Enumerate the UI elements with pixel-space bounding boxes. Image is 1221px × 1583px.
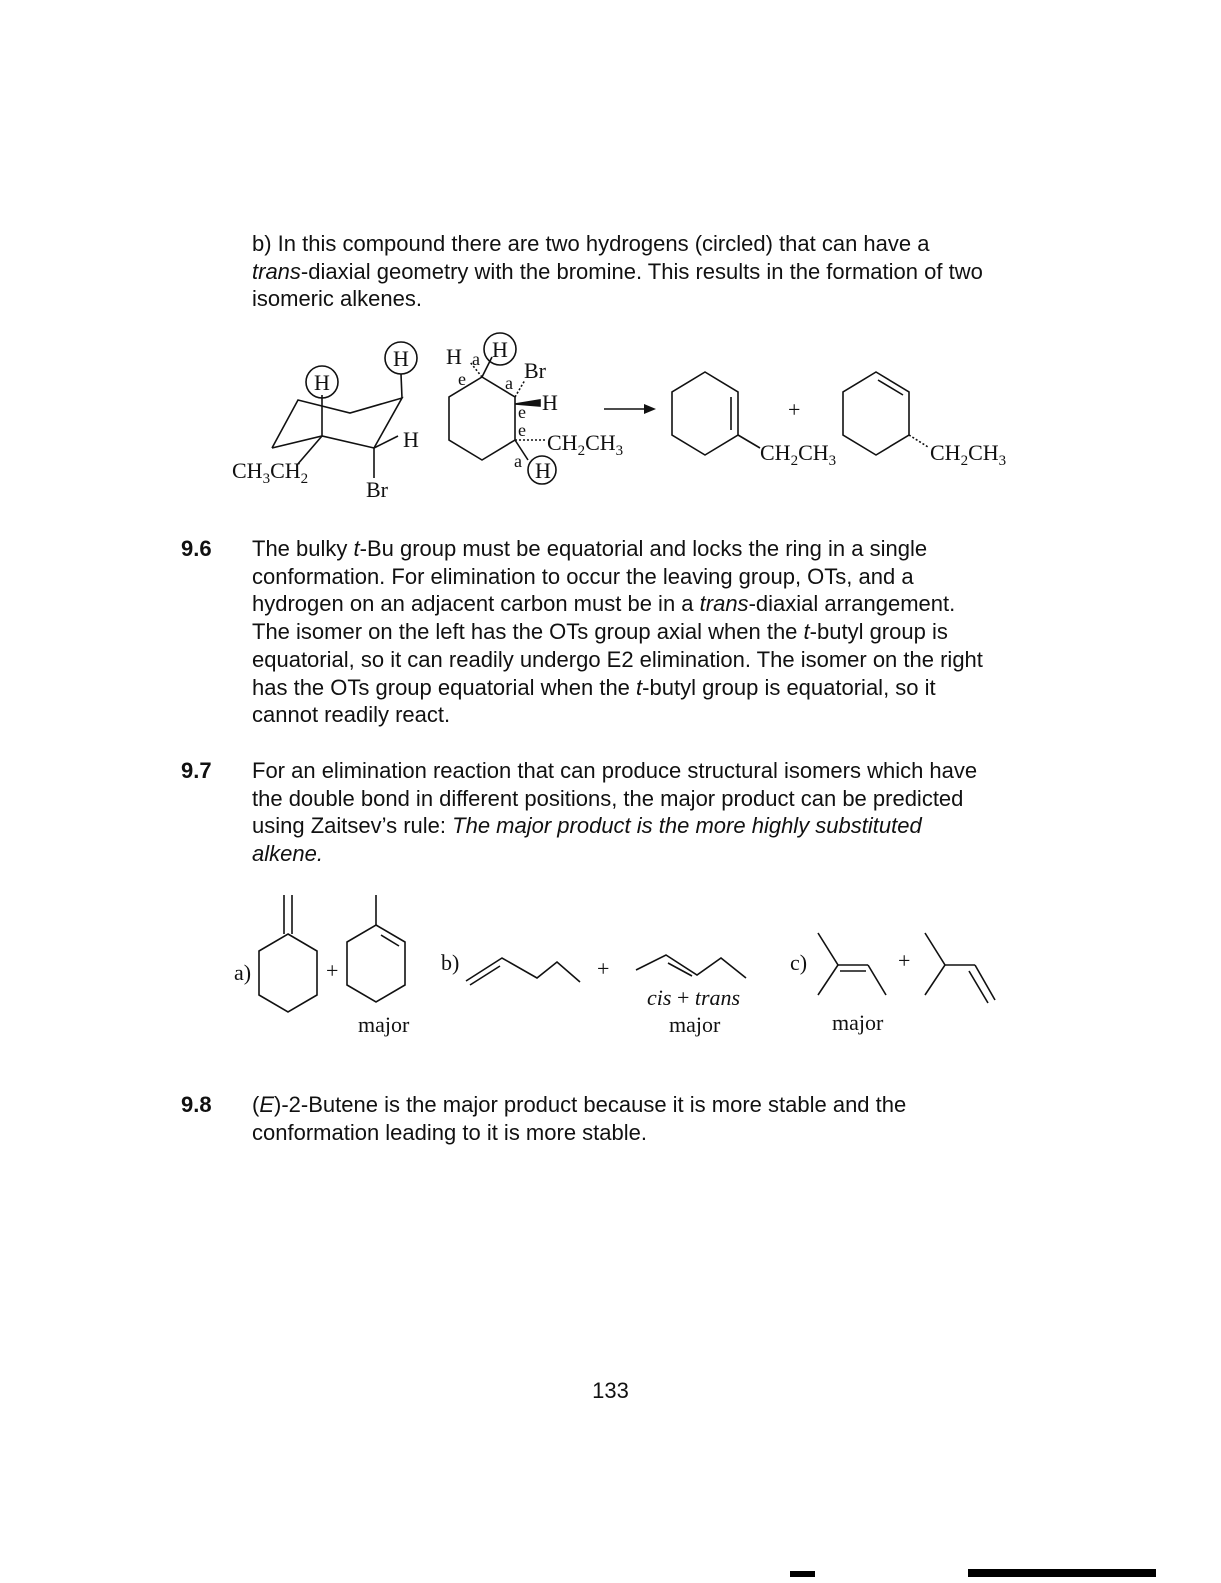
fig1-ethyl-product-2: $CH_2CH_3$ [930,440,1007,469]
fig2-label-c: c) [790,950,808,975]
q96-line7: cannot readily react. [252,702,451,728]
2-methyl-2-pentene-chain [818,933,838,995]
q96-line1-italic: t [353,536,360,561]
q98-line1a: ( [252,1092,260,1117]
q97-line3-italic: The major product is the more highly substituted [452,813,922,839]
1-pentene-chain [466,958,580,982]
part-b-paragraph [252,230,1052,313]
fig1-h-plain-2: H [446,344,462,369]
q96-line3a: hydrogen on an adjacent carbon must be in a [252,591,700,617]
fig1-h-plain-1: H [403,427,419,452]
fig2-plus-c: + [898,948,911,973]
fig1-axial-2: a [505,373,513,393]
chair-ring [272,398,402,448]
question-9-7-text [252,757,1052,868]
q96-line5: equatorial, so it can readily undergo E2 elimination. The isomer on the right [252,646,983,672]
page-number: 133 [592,1378,629,1403]
scan-mark-long [968,1569,1156,1577]
fig1-axial-3: a [514,451,522,471]
q96-line4b: -butyl group is [809,619,948,645]
fig2-major-c: major [832,1010,884,1035]
product-1-ring [672,372,738,455]
methylenecyclohexane-ring [259,934,317,1012]
fig2-label-b: b) [441,950,460,975]
question-9-6-number: 9.6 [181,536,212,561]
product-2-ring [843,372,909,455]
fig2-cis-trans-plus: + [676,985,690,1010]
4-methyl-1-pentene-chain [925,933,945,995]
fig1-equatorial-3: e [518,420,526,440]
question-9-6-text [252,535,1052,729]
q96-line6b: -butyl group is equatorial, so it [642,674,936,700]
q96-line4-italic: t [803,619,810,645]
fig2-label-a: a) [234,960,252,985]
fig1-br-1: Br [366,477,388,502]
question-9-8-text [252,1091,1052,1146]
q98-line1b: )-2-Butene is the major product because it is more stable and the [274,1092,907,1117]
methylcyclohexene-ring [347,925,405,1002]
fig1-axial-1: a [472,349,480,369]
scan-mark-short [790,1571,815,1577]
q97-line4-italic: alkene. [252,841,323,867]
q96-line3-italic: trans [699,591,749,617]
figure-zaitsev-products [0,880,1221,1050]
fig1-h-plain-3: H [542,390,558,415]
fig1-h-circle-3: H [492,337,508,362]
fig2-major-b: major [669,1012,721,1037]
reaction-arrow-head [644,404,656,414]
fig1-equatorial-2: e [518,402,526,422]
q98-line1-italic: E [259,1092,275,1117]
part-b-line3: isomeric alkenes. [252,286,422,312]
fig2-major-a: major [358,1012,410,1037]
question-9-8-number: 9.8 [181,1092,212,1117]
part-b-italic-trans: trans [252,258,301,284]
part-b-line2: -diaxial geometry with the bromine. This results in the formation of two [300,258,983,284]
fig1-ethyl-left: $CH_3CH_2$ [232,458,309,487]
fig2-cis: cis [647,985,672,1010]
q96-line6-italic: t [636,674,643,700]
fig2-plus-a: + [326,958,339,983]
fig1-h-circle-1: H [314,370,330,395]
q97-line2: the double bond in different positions, the major product can be predicted [252,785,964,811]
fig1-br-2: Br [524,358,546,383]
part-b-line1: b) In this compound there are two hydrogens (circled) that can have a [252,231,930,256]
q97-line1: For an elimination reaction that can produce structural isomers which have [252,758,978,783]
q96-line2: conformation. For elimination to occur the leaving group, OTs, and a [252,563,914,589]
fig1-ethyl-product-1: $CH_2CH_3$ [760,440,837,469]
question-9-7-number: 9.7 [181,758,212,783]
fig1-h-circle-2: H [393,346,409,371]
q96-line1a: The bulky [252,536,354,561]
fig2-cis-trans [647,985,740,1010]
q97-line3a: using Zaitsev’s rule: [252,813,453,839]
q96-line3b: -diaxial arrangement. [748,591,956,617]
fig1-equatorial-1: e [458,369,466,389]
fig2-plus-b: + [597,956,610,981]
q96-line1b: -Bu group must be equatorial and locks the ring in a single [359,536,928,561]
figure-elimination-chair [0,320,1221,510]
fig1-ethyl-ring: $CH_2CH_3$ [547,430,624,459]
q96-line4a: The isomer on the left has the OTs group axial when the [252,619,804,645]
q96-line6a: has the OTs group equatorial when the [252,674,637,700]
fig2-trans: trans [694,985,741,1010]
q98-line2: conformation leading to it is more stable. [252,1119,647,1145]
fig1-h-circle-4: H [535,458,551,483]
fig1-plus: + [788,397,801,422]
